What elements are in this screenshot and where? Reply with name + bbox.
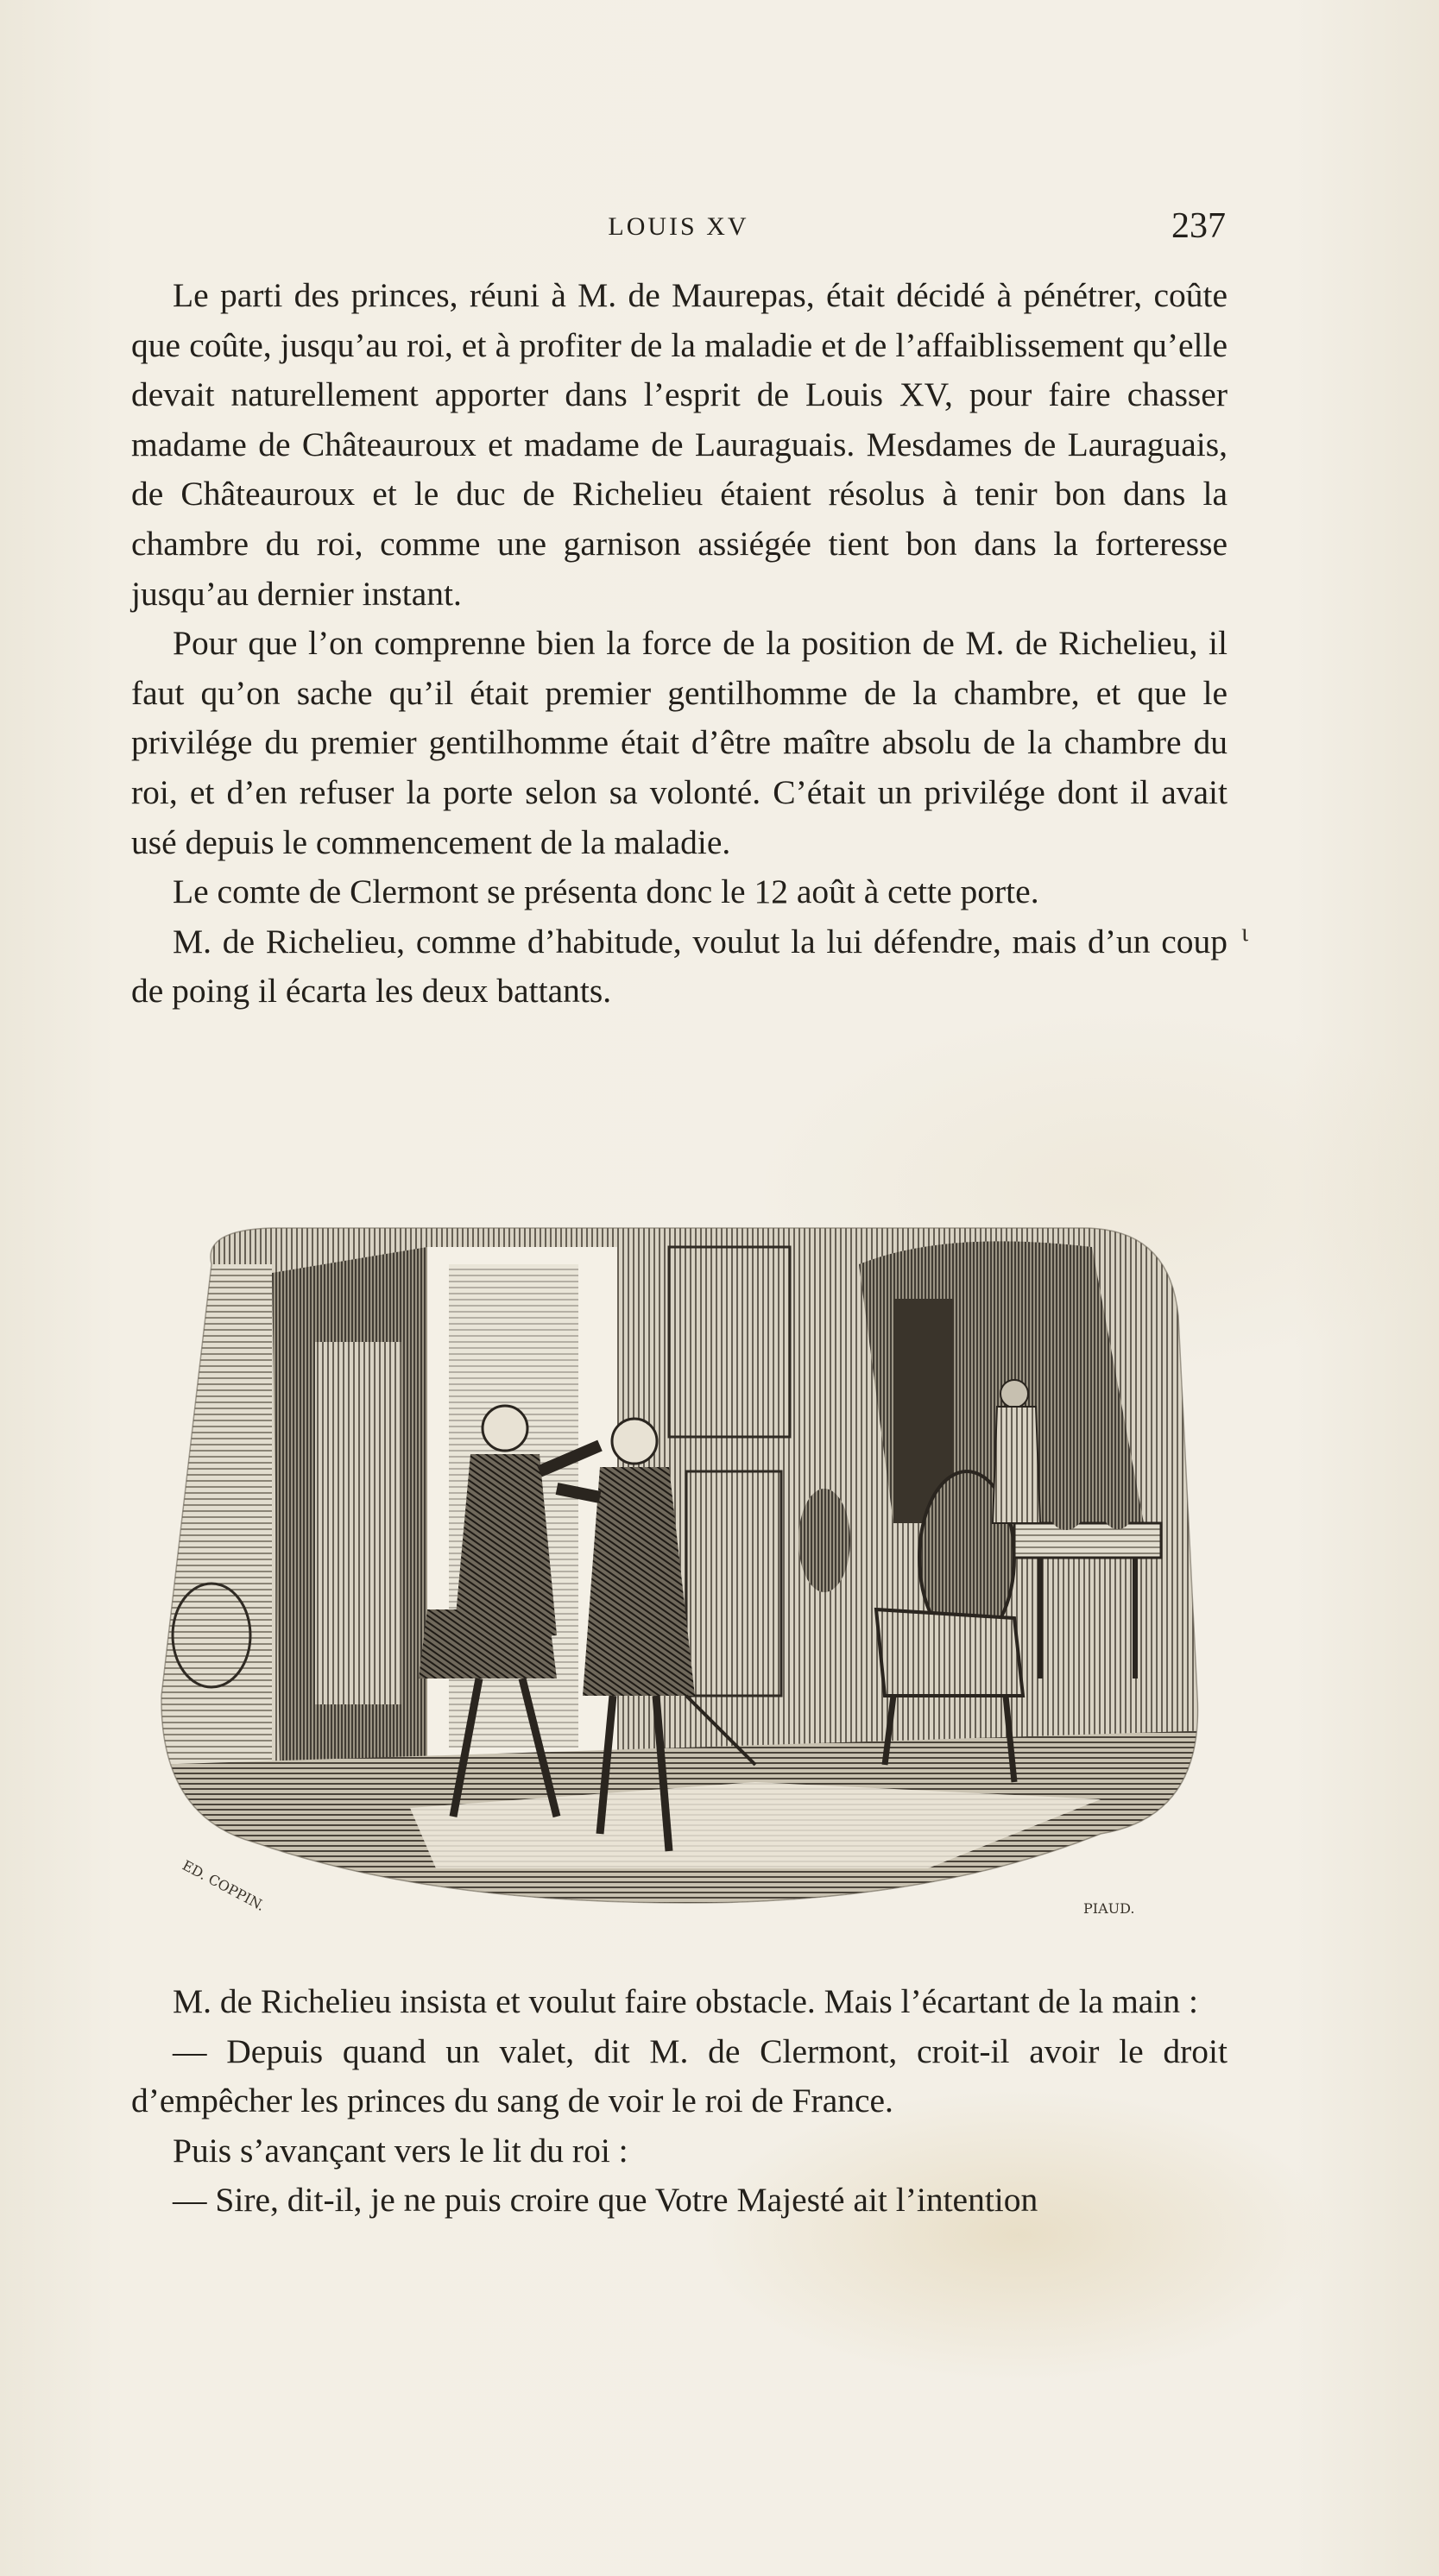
engraving-illustration [151,1212,1215,1950]
engraver-signature: ED. COPPIN. [180,1856,268,1915]
page-number: 237 [1171,206,1226,246]
paragraph: Le comte de Clermont se présenta donc le 12 août à cette porte. [173,872,1039,911]
page-header [131,205,1226,249]
paragraph: — Sire, dit-il, je ne puis croire que Votre Majesté ait l’intention [173,2181,1038,2220]
body-text-bottom [131,1977,1228,2226]
engraving-scene [151,1212,1215,1950]
paragraph: — Depuis quand un valet, dit M. de Clermont, croit-il avoir le droit d’empêcher les princes du sang de voir le roi de France. [131,2031,1228,2120]
paragraph: Le parti des princes, réuni à M. de Maurepas, était décidé à pénétrer, coûte que coûte, jusqu’au roi, et à profiter de la maladie et de l’affaiblissement qu’elle devait naturellement apporter dans l’esprit de Louis XV, pour faire chasser madame de Châteauroux et madame de Lauraguais. Mesdames de Lauraguais, de Châteauroux et le duc de Richelieu étaient résolus à tenir bon dans la chambre du roi, comme une garnison assiégée tient bon dans la forteresse jusqu’au dernier instant. [131,276,1228,613]
paragraph: M. de Richelieu, comme d’habitude, voulut la lui défendre, mais d’un coup de poing il écarta les deux battants. [131,922,1228,1011]
margin-mark: ι [1241,918,1249,947]
paragraph: M. de Richelieu insista et voulut faire obstacle. Mais l’écartant de la main : [173,1982,1198,2020]
paragraph: Pour que l’on comprenne bien la force de la position de M. de Richelieu, il faut qu’on sache qu’il était premier gentilhomme de la chambre, et que le privilége du premier gentilhomme était d’être maître absolu de la chambre du roi, et d’en refuser la porte selon sa volonté. C’était un privilége dont il avait usé depuis le commencement de la maladie. [131,624,1228,861]
running-title: LOUIS XV [608,212,749,241]
body-text-top [131,271,1228,1017]
artist-signature: PIAUD. [1083,1900,1135,1917]
paragraph: Puis s’avançant vers le lit du roi : [173,2131,628,2170]
